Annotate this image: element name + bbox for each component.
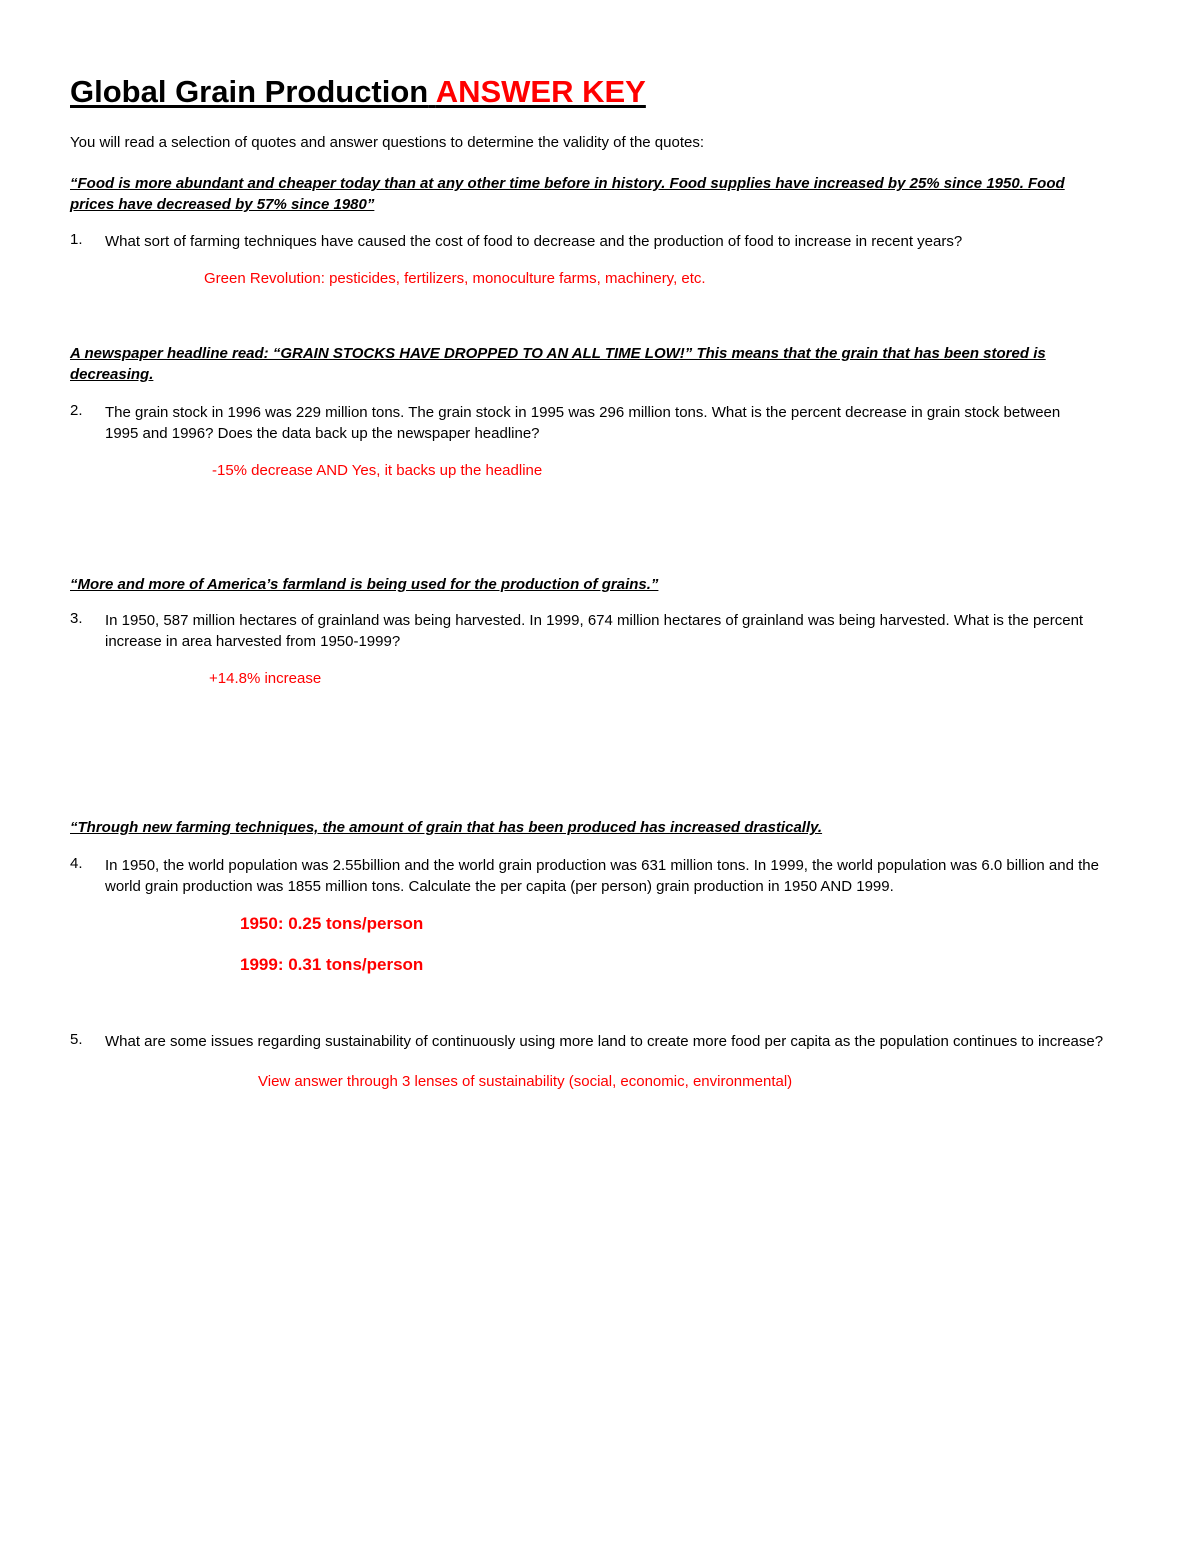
intro-text: You will read a selection of quotes and answer questions to determine the validity of the quotes: xyxy=(70,134,705,151)
title-answer-key: ANSWER KEY xyxy=(435,74,646,109)
quote-4: “Through new farming techniques, the amount of grain that has been produced has increased drastically. xyxy=(70,819,823,836)
question-5-number: 5. xyxy=(70,1031,83,1048)
question-4-number: 4. xyxy=(70,855,83,872)
question-3-number: 3. xyxy=(70,610,83,627)
quote-3: “More and more of America’s farmland is being used for the production of grains.” xyxy=(70,576,659,593)
title-main: Global Grain Production xyxy=(70,74,429,109)
answer-4-1950: 1950: 0.25 tons/person xyxy=(240,914,424,933)
answer-5: View answer through 3 lenses of sustainability (social, economic, environmental) xyxy=(258,1073,793,1090)
answer-2: -15% decrease AND Yes, it backs up the headline xyxy=(212,462,543,479)
quote-1: “Food is more abundant and cheaper today than at any other time before in history. Food supplies have increased by 25% since 1950. Food prices have decreased by 57% since 1980” xyxy=(70,175,1065,213)
question-3-text: In 1950, 587 million hectares of grainland was being harvested. In 1999, 674 million hectares of grainland was being harvested. What is the percent increase in area harvested from 1950-1999? xyxy=(105,612,1084,650)
answer-3: +14.8% increase xyxy=(209,670,322,687)
question-1-number: 1. xyxy=(70,231,83,248)
question-2-text: The grain stock in 1996 was 229 million tons. The grain stock in 1995 was 296 million tons. What is the percent decrease in grain stock between 1995 and 1996? Does the data back up the newspaper headline? xyxy=(105,404,1061,442)
page-title xyxy=(70,74,646,110)
answer-1: Green Revolution: pesticides, fertilizers, monoculture farms, machinery, etc. xyxy=(204,270,706,287)
question-5-text: What are some issues regarding sustainability of continuously using more land to create more food per capita as the population continues to increase? xyxy=(105,1033,1104,1050)
question-4-text: In 1950, the world population was 2.55billion and the world grain production was 631 million tons. In 1999, the world population was 6.0 billion and the world grain production was 1855 million tons. Calculate the per capita (per person) grain production in 1950 AND 1999. xyxy=(105,857,1099,895)
quote-2: A newspaper headline read: “GRAIN STOCKS HAVE DROPPED TO AN ALL TIME LOW!” This means that the grain that has been stored is decreasing. xyxy=(70,345,1046,383)
answer-4-1999: 1999: 0.31 tons/person xyxy=(240,955,424,974)
question-1-text: What sort of farming techniques have caused the cost of food to decrease and the production of food to increase in recent years? xyxy=(105,233,963,250)
question-2-number: 2. xyxy=(70,402,83,419)
